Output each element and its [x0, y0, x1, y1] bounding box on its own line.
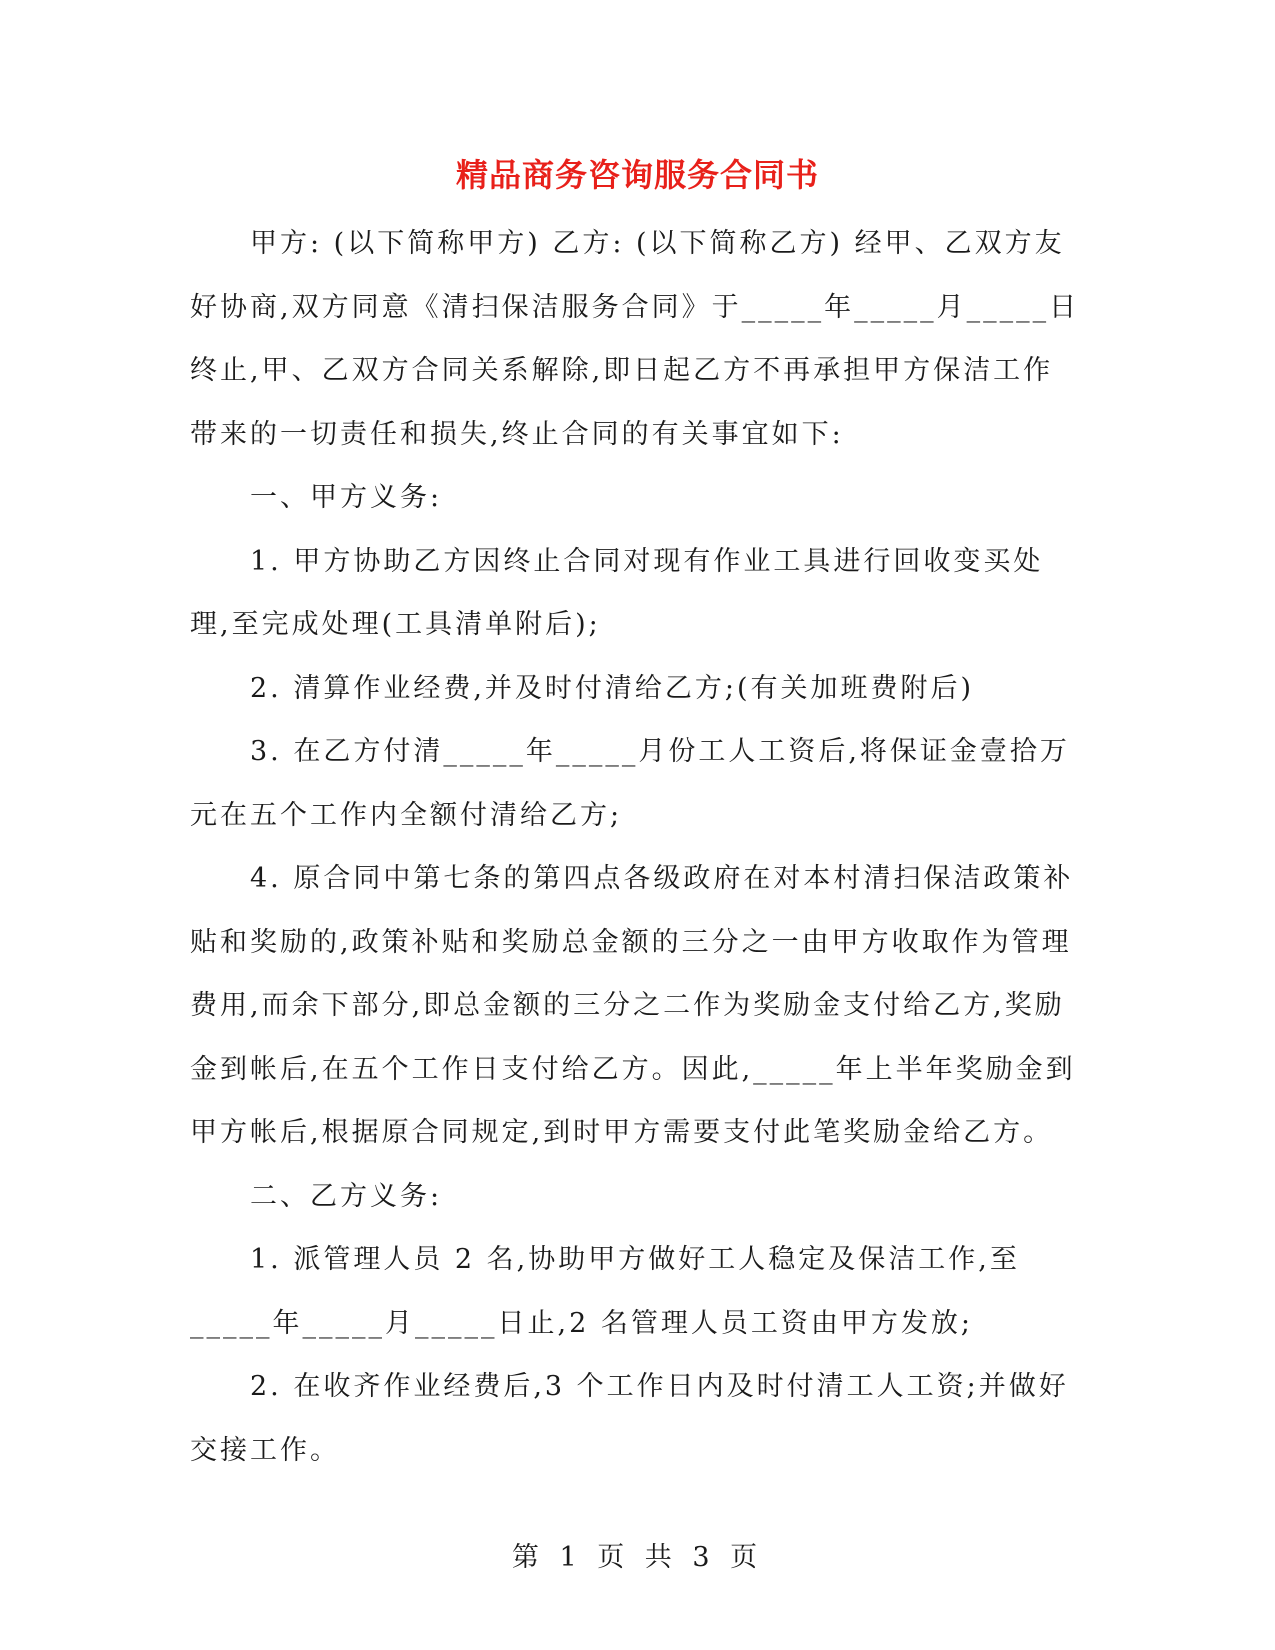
section-heading-party-b: 二、乙方义务: — [250, 1180, 443, 1212]
document-body — [190, 212, 1080, 1482]
party-b-clause-1: 1. 派管理人员 2 名,协助甲方做好工人稳定及保洁工作,至_____年_____月_____日止,2 名管理人员工资由甲方发放; — [190, 1244, 1020, 1339]
section-heading-party-a: 一、甲方义务: — [250, 482, 443, 513]
page-number-footer: 第 1 页 共 3 页 — [511, 1542, 764, 1573]
party-a-clause-2: 2. 清算作业经费,并及时付清给乙方;(有关加班费附后) — [250, 672, 975, 704]
party-a-clause-4: 4. 原合同中第七条的第四点各级政府在对本村清扫保洁政策补贴和奖励的,政策补贴和奖励总金额的三分之一由甲方收取作为管理费用,而余下部分,即总金额的三分之二作为奖励金支付给乙方,奖励金到帐后,在五个工作日支付给乙方。因此,_____年上半年奖励金到甲方帐后,根据原合同规定,到时甲方需要支付此笔奖励金给乙方。 — [190, 863, 1076, 1148]
intro-paragraph: 甲方: (以下简称甲方) 乙方: (以下简称乙方) 经甲、乙双方友好协商,双方同意《清扫保洁服务合同》于_____年_____月_____日终止,甲、乙双方合同关系解除,即日起乙方不再承担甲方保洁工作带来的一切责任和损失,终止合同的有关事宜如下: — [190, 228, 1080, 450]
party-a-clause-1: 1. 甲方协助乙方因终止合同对现有作业工具进行回收变买处理,至完成处理(工具清单附后); — [190, 545, 1044, 640]
party-a-clause-3: 3. 在乙方付清_____年_____月份工人工资后,将保证金壹拾万元在五个工作内全额付清给乙方; — [190, 736, 1070, 831]
party-b-clause-2: 2. 在收齐作业经费后,3 个工作日内及时付清工人工资;并做好交接工作。 — [190, 1371, 1069, 1466]
document-title: 精品商务咨询服务合同书 — [455, 156, 819, 194]
